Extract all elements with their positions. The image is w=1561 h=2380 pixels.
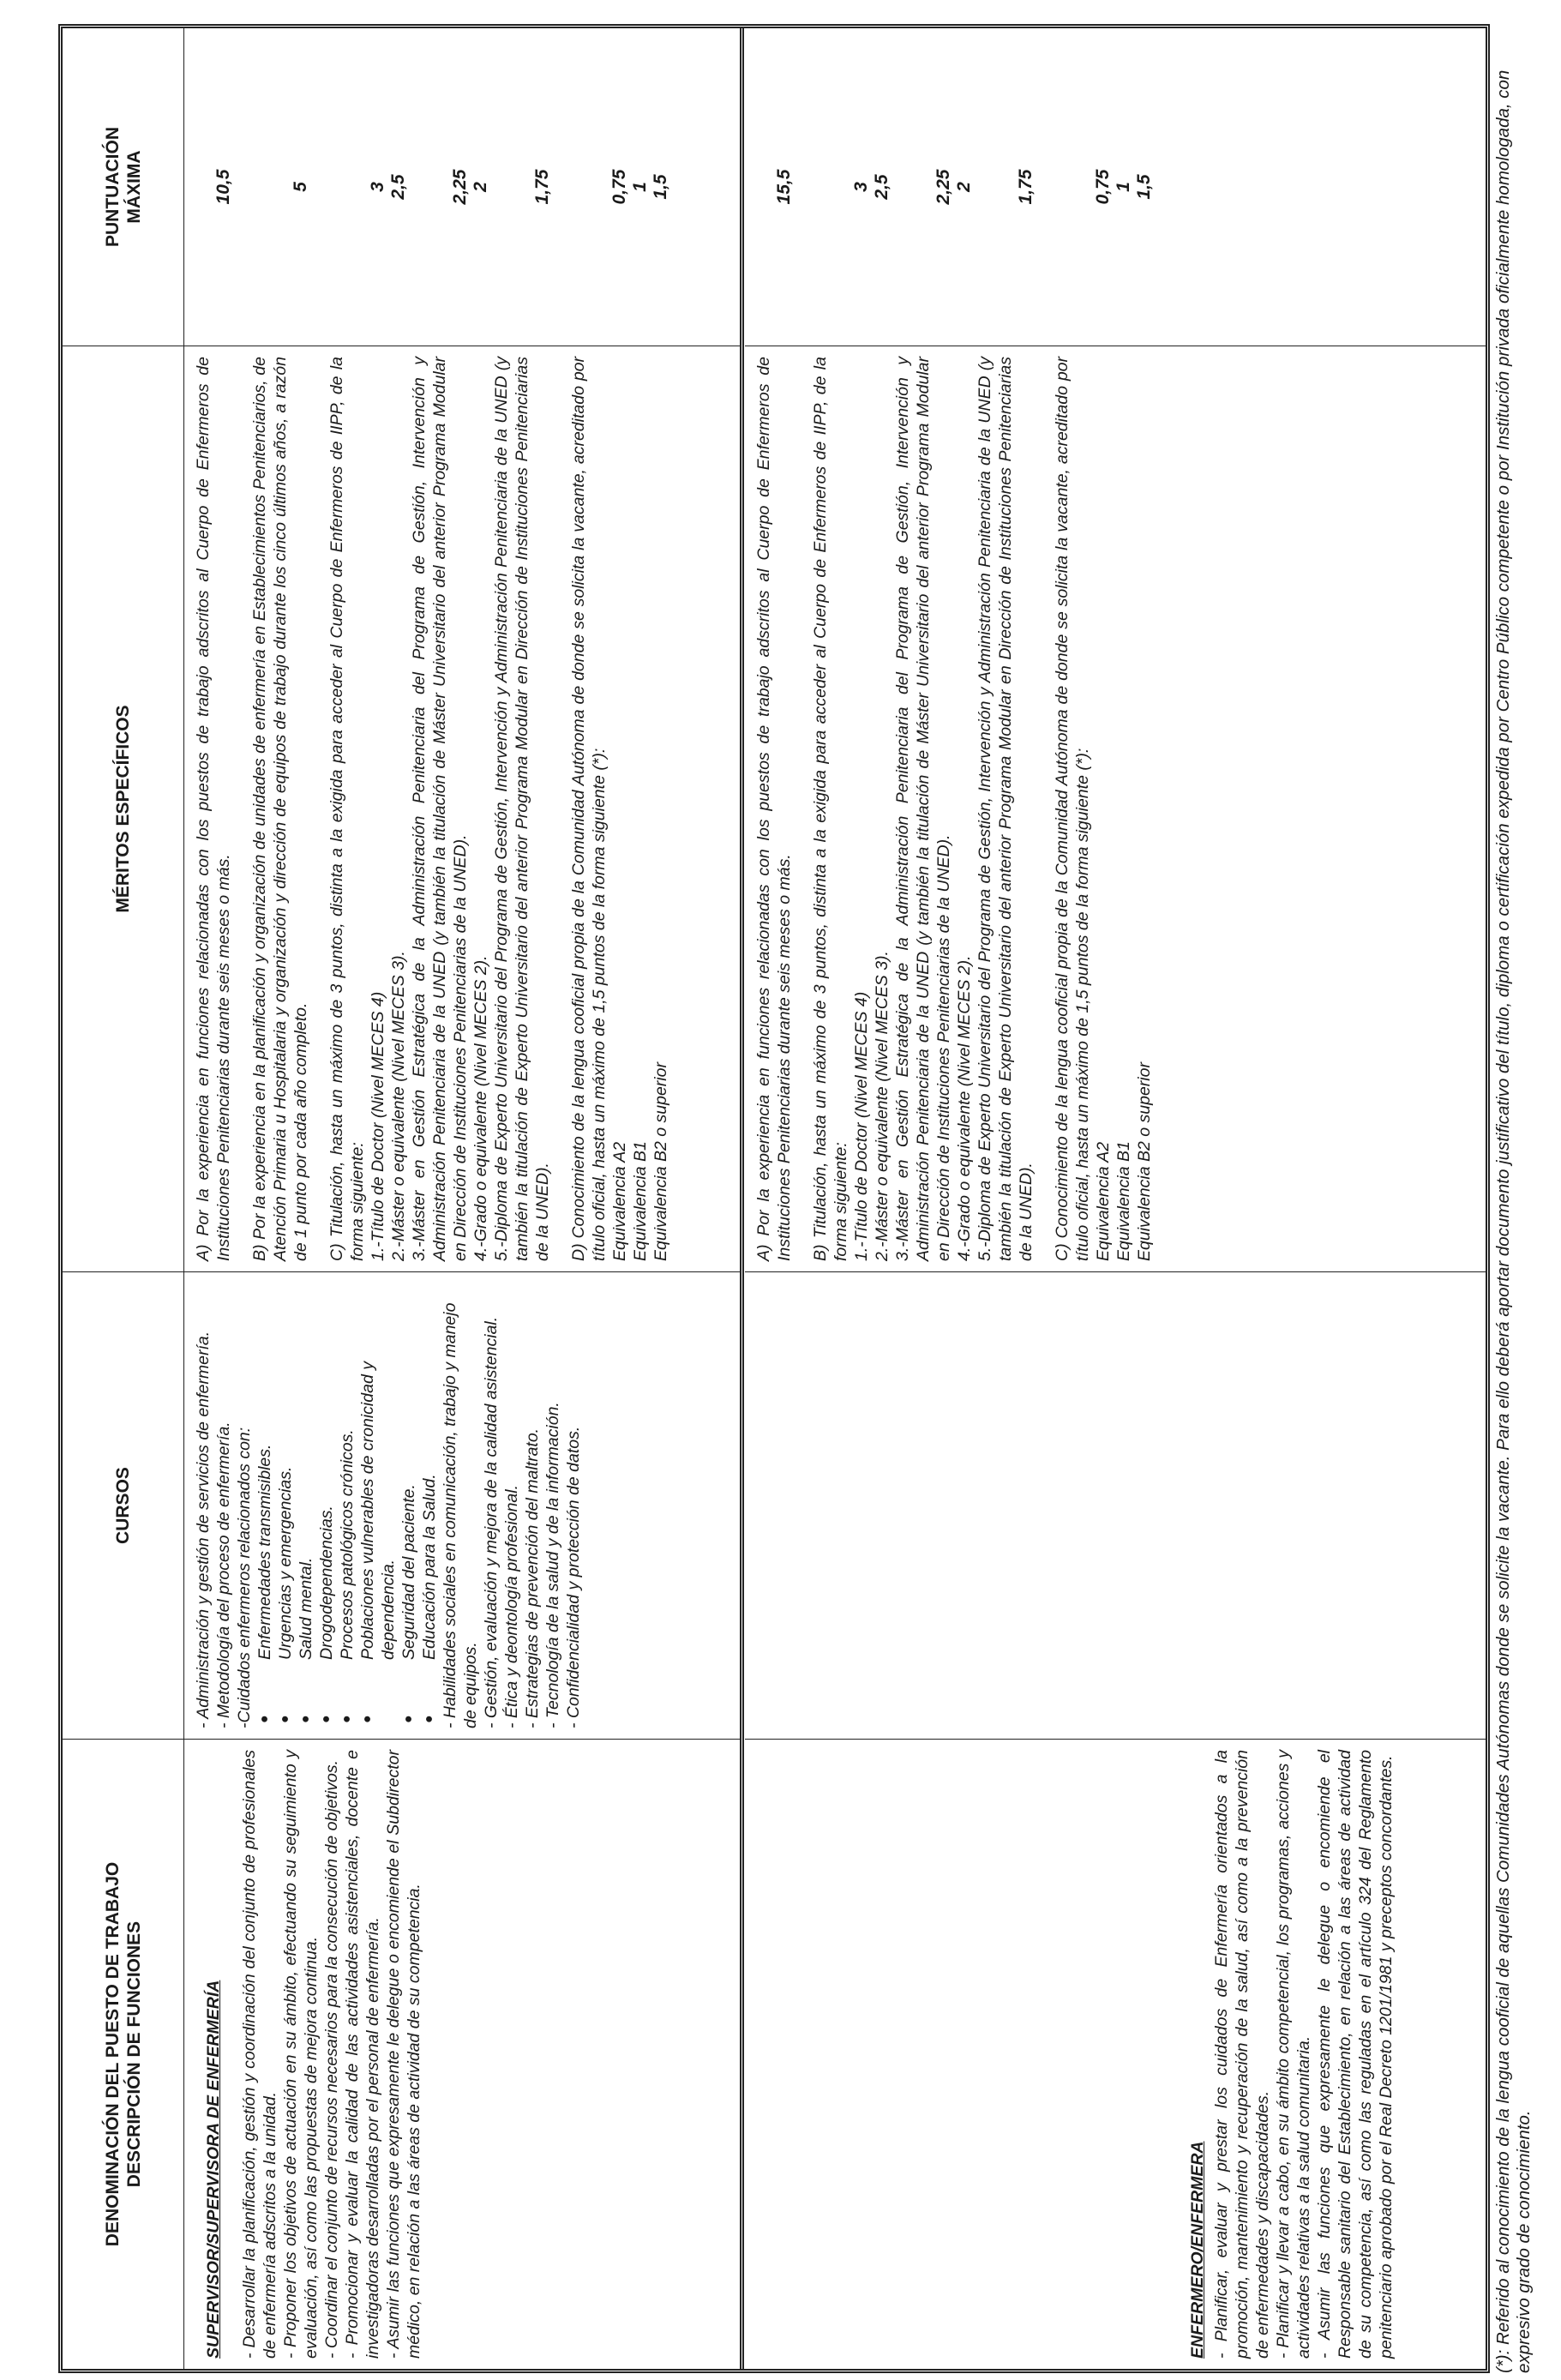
points-value: 1,5 <box>651 174 670 200</box>
spacer <box>1036 39 1052 335</box>
merit-item: B) Por la experiencia en la planificación y organización de unidades de enfermería en Establecimientos Penitenciarios, de Atención Primaria u Hospitalaria y organización y dirección de equipos de trabajo durante los cinco últimos años, a razón de 1 punto por cada año completo. <box>250 357 310 1261</box>
merit-item: 4.-Grado o equivalente (Nivel MECES 2). <box>471 955 490 1261</box>
row2-merits-cell <box>745 346 1486 1271</box>
points-value: 2,25 <box>934 169 953 205</box>
header-denominacion <box>63 1739 184 2369</box>
function-item: - Asumir las funciones que expresamente le delegue o encomiende el Responsable sanitario del Establecimiento, en relación a las áreas de actividad de su competencia, así como las reguladas en el artículo 324 del Reglamento penitenciario aprobado por el Real Decreto 1201/1981 y preceptos concordantes. <box>1315 1750 1396 2359</box>
merit-item: 5.-Diploma de Experto Universitario del Programa de Gestión, Intervención y Administración Penitenciaria de la UNED (y también la titulación de Experto Universitario del anterior Programa Modular en Dirección de Instituciones Penitenciarias de la UNED). <box>976 357 1036 1261</box>
row2-functions-cell <box>745 1739 1486 2369</box>
header-puntuacion-line2: MÁXIMA <box>123 150 144 224</box>
spacer <box>311 357 327 1261</box>
merit-item: 1.-Título de Doctor (Nivel MECES 4) <box>369 991 387 1261</box>
function-item: - Asumir las funciones que expresamente le delegue o encomiende el Subdirector médico, en relación a las áreas de actividad de su competencia. <box>384 1750 423 2359</box>
points-value: 5 <box>291 182 310 192</box>
function-item: - Desarrollar la planificación, gestión y coordinación del conjunto de profesionales de enfermería adscritos a la unidad. <box>240 1750 279 2359</box>
points-value: 3 <box>851 182 871 192</box>
row1-courses-list <box>193 1283 584 1728</box>
points-value <box>1052 39 1093 335</box>
course-item: - Habilidades sociales en comunicación, trabajo y manejo de equipos. <box>441 1302 480 1728</box>
merit-item: B) Titulación, hasta un máximo de 3 puntos, distinta a la exigida para acceder al Cuerpo de Enfermeros de IIPP, de la forma siguiente: <box>811 357 850 1261</box>
merit-item: C) Conocimiento de la lengua cooficial propia de la Comunidad Autónoma de donde se solicita la vacante, acreditado por título oficial, hasta un máximo de 1,5 puntos de la forma siguiente (*): <box>1053 357 1092 1261</box>
row2-points-cell <box>745 28 1486 346</box>
course-item: - Metodología del proceso de enfermería. <box>214 1421 233 1728</box>
course-item: - Administración y gestión de servicios de enfermería. <box>194 1331 213 1728</box>
merit-item: Equivalencia B2 o superior <box>651 1062 670 1261</box>
points-value <box>568 39 609 335</box>
points-value: 1,75 <box>1016 169 1036 205</box>
points-value: 1 <box>1114 182 1133 192</box>
course-item: ● Enfermedades transmisibles. <box>255 1283 275 1728</box>
row2-title: ENFERMERO/ENFERMERA <box>1188 2141 1207 2359</box>
points-value: 1,75 <box>532 169 552 205</box>
row1-functions-list <box>239 1750 424 2359</box>
spacer <box>553 39 568 335</box>
points-value: 0,75 <box>609 169 629 205</box>
row1-merits-list <box>193 357 671 1261</box>
row2-points-list <box>753 39 1155 335</box>
spacer <box>311 39 327 335</box>
merit-item: 2.-Máster o equivalente (Nivel MECES 3). <box>389 951 408 1261</box>
spacer <box>553 357 568 1261</box>
spacer <box>1036 357 1052 1261</box>
row1-courses-cell <box>184 1271 740 1739</box>
merit-item: 3.-Máster en Gestión Estratégica de la Administración Penitenciaria del Programa de Gestión, Intervención y Administración Penitenciaria de la UNED (y también la titulación de Máster Universitario del anterior Programa Modular en Dirección de Instituciones Penitenciarias de la UNED). <box>893 357 953 1261</box>
course-item: ● Salud mental. <box>296 1283 316 1728</box>
course-item: - Estrategias de prevención del maltrato. <box>523 1427 542 1728</box>
merit-item: Equivalencia A2 <box>1094 1141 1113 1261</box>
points-value: 3 <box>368 182 387 192</box>
function-item: - Proponer los objetivos de actuación en su ámbito, efectuando su seguimiento y evaluación, así como las propuestas de mejora continua. <box>281 1750 321 2359</box>
spacer <box>234 39 249 335</box>
points-value: 1,5 <box>1134 174 1154 200</box>
row2-merits-list <box>753 357 1155 1261</box>
course-item: ● Drogodependencias. <box>316 1283 337 1728</box>
course-item: - Tecnología de la salud y de la información. <box>543 1402 562 1728</box>
row1-title: SUPERVISOR/SUPERVISORA DE ENFERMERÍA <box>204 1980 223 2359</box>
merit-item: A) Por la experiencia en funciones relacionadas con los puestos de trabajo adscritos al Cuerpo de Enfermeros de Instituciones Penitenciarias durante seis meses o más. <box>194 357 233 1261</box>
course-item: ● Seguridad del paciente. <box>399 1283 419 1728</box>
row1-functions-cell <box>184 1739 740 2369</box>
course-item: ● Procesos patológicos crónicos. <box>337 1283 357 1728</box>
merit-item: 5.-Diploma de Experto Universitario del Programa de Gestión, Intervención y Administración Penitenciaria de la UNED (y también la titulación de Experto Universitario del anterior Programa Modular en Dirección de Instituciones Penitenciarias de la UNED). <box>492 357 552 1261</box>
row1-points-list <box>193 39 671 335</box>
merits-table <box>58 24 1490 2373</box>
points-value: 15,5 <box>774 169 794 205</box>
row2-functions-list <box>1211 1750 1396 2359</box>
points-value: 10,5 <box>213 169 233 205</box>
row2-courses-cell <box>745 1271 1486 1739</box>
course-item: ● Urgencias y emergencias. <box>275 1283 296 1728</box>
row1-points-cell <box>184 28 740 346</box>
course-item: -Cuidados enfermeros relacionados con: <box>235 1427 254 1728</box>
merit-item: Equivalencia B1 <box>631 1141 650 1261</box>
function-item: - Planificar y llevar a cabo, en su ámbito competencial, los programas, acciones y actividades relativas a la salud comunitaria. <box>1274 1750 1313 2359</box>
row1-merits-cell <box>184 346 740 1271</box>
header-cursos-label: CURSOS <box>113 1467 133 1544</box>
course-item: ● Poblaciones vulnerables de cronicidad y dependencia. <box>357 1283 399 1728</box>
merit-item: 1.-Título de Doctor (Nivel MECES 4) <box>852 991 871 1261</box>
merit-item: C) Titulación, hasta un máximo de 3 puntos, distinta a la exigida para acceder al Cuerpo de Enfermeros de IIPP, de la forma siguiente: <box>327 357 367 1261</box>
merit-item: Equivalencia B1 <box>1114 1141 1133 1261</box>
header-denominacion-line2: DESCRIPCIÓN DE FUNCIONES <box>123 1920 144 2188</box>
points-value: 2 <box>954 182 974 192</box>
points-value: 2,5 <box>872 174 892 200</box>
merit-item: 3.-Máster en Gestión Estratégica de la Administración Penitenciaria del Programa de Gestión, Intervención y Administración Penitenciaria de la UNED (y también la titulación de Máster Universitario del anterior Programa Modular en Dirección de Instituciones Penitenciarias de la UNED). <box>410 357 470 1261</box>
row-divider <box>740 28 744 2369</box>
merit-item: 2.-Máster o equivalente (Nivel MECES 3). <box>873 951 892 1261</box>
header-denominacion-line1: DENOMINACIÓN DEL PUESTO DE TRABAJO <box>102 1861 123 2247</box>
merit-item: A) Por la experiencia en funciones relacionadas con los puestos de trabajo adscritos al Cuerpo de Enfermeros de Instituciones Penitenciarias durante seis meses o más. <box>754 357 794 1261</box>
points-value <box>810 39 851 335</box>
footnote: (*): Referido al conocimiento de la lengua cooficial de aquellas Comunidades Autónomas donde se solicite la vacante. Para ello deberá aportar documento justificativo del título, diploma o certificación expedida por Centro Público competente o por Institución privada oficialmente homologada, con expresivo grado de conocimiento. <box>1493 69 1534 2373</box>
points-value: 2,25 <box>450 169 470 205</box>
course-item: - Gestión, evaluación y mejora de la calidad asistencial. <box>482 1316 501 1728</box>
function-item: - Promocionar y evaluar la calidad de las actividades asistenciales, docente e investigadoras desarrolladas por el personal de enfermería. <box>343 1750 382 2359</box>
header-puntuacion-line1: PUNTUACIÓN <box>102 127 123 247</box>
points-value: 0,75 <box>1093 169 1113 205</box>
course-item: - Ética y deontología profesional. <box>502 1484 521 1728</box>
function-item: - Planificar, evaluar y prestar los cuidados de Enfermería orientados a la promoción, mantenimiento y recuperación de la salud, así como a la prevención de enfermedades y discapacidades. <box>1212 1750 1272 2359</box>
header-meritos <box>63 346 184 1271</box>
merit-item: D) Conocimiento de la lengua cooficial propia de la Comunidad Autónoma de donde se solicita la vacante, acreditado por título oficial, hasta un máximo de 1,5 puntos de la forma siguiente (*): <box>569 357 609 1261</box>
merit-item: 4.-Grado o equivalente (Nivel MECES 2). <box>955 955 974 1261</box>
header-meritos-label: MÉRITOS ESPECÍFICOS <box>113 705 133 913</box>
spacer <box>795 39 810 335</box>
merit-item: Equivalencia B2 o superior <box>1135 1062 1154 1261</box>
course-item: - Confidencialidad y protección de datos. <box>564 1426 583 1728</box>
points-value: 1 <box>630 182 650 192</box>
points-value <box>327 39 368 335</box>
points-value: 2 <box>471 182 490 192</box>
header-cursos <box>63 1271 184 1739</box>
header-puntuacion <box>63 28 184 346</box>
spacer <box>795 357 810 1261</box>
course-item: ● Educación para la Salud. <box>419 1283 440 1728</box>
function-item: - Coordinar el conjunto de recursos necesarios para la consecución de objetivos. <box>322 1759 341 2359</box>
spacer <box>234 357 249 1261</box>
points-value: 2,5 <box>388 174 408 200</box>
merit-item: Equivalencia A2 <box>610 1141 629 1261</box>
